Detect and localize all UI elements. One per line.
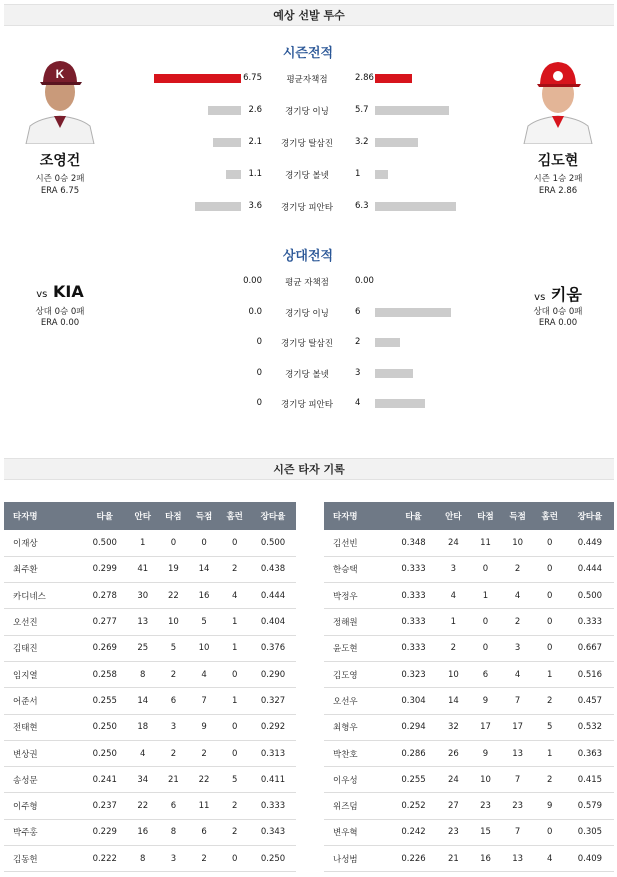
table-cell: 0 xyxy=(534,556,566,582)
table-cell: 15 xyxy=(469,819,501,845)
table-cell: 3 xyxy=(502,635,534,661)
season_rows-right-value: 1 xyxy=(355,169,361,179)
left-pitcher-record: 시즌 0승 2패 xyxy=(35,174,85,184)
table-cell: 0 xyxy=(158,530,189,556)
table-cell: 이재상 xyxy=(4,530,82,556)
table-cell: 4 xyxy=(189,661,220,687)
vs_rows-right-value: 0.00 xyxy=(355,276,374,286)
table-cell: 4 xyxy=(127,740,158,766)
table-cell: 0.411 xyxy=(250,767,296,793)
table-cell: 0.229 xyxy=(82,819,127,845)
table-cell: 0.444 xyxy=(566,556,614,582)
table-cell: 2 xyxy=(158,661,189,687)
table-cell: 21 xyxy=(158,767,189,793)
vs_rows-right-value: 4 xyxy=(355,398,361,408)
table-cell: 오선우 xyxy=(324,688,390,714)
season_rows-left-value: 2.1 xyxy=(248,137,262,147)
table-cell: 0.313 xyxy=(250,740,296,766)
table-row xyxy=(324,530,614,556)
table-cell: 오선진 xyxy=(4,609,82,635)
right-pitcher-record: 시즌 1승 2패 xyxy=(533,174,583,184)
season-title: 시즌전적 xyxy=(282,46,334,61)
table-cell: 17 xyxy=(502,714,534,740)
table-cell: 6 xyxy=(189,819,220,845)
table-cell: 0.500 xyxy=(250,530,296,556)
table-cell: 0 xyxy=(219,661,250,687)
table-cell: 1 xyxy=(219,635,250,661)
table-cell: 0 xyxy=(469,635,501,661)
table-row xyxy=(4,846,296,872)
table-cell: 16 xyxy=(189,583,220,609)
table-cell: 8 xyxy=(158,819,189,845)
table-row xyxy=(324,609,614,635)
vs_rows-right-bar xyxy=(375,308,451,317)
table-cell: 0.250 xyxy=(250,846,296,872)
table-cell: 26 xyxy=(437,740,469,766)
season_rows-label: 경기당 탈삼진 xyxy=(281,139,333,149)
table-cell: 0.333 xyxy=(566,609,614,635)
season_rows-right-bar xyxy=(375,138,418,147)
table-cell: 11 xyxy=(469,530,501,556)
table-row xyxy=(324,819,614,845)
season_rows-left-value: 6.75 xyxy=(243,73,262,83)
table-cell: 0.449 xyxy=(566,530,614,556)
table-cell: 0 xyxy=(469,609,501,635)
table-cell: 9 xyxy=(469,688,501,714)
table-cell: 17 xyxy=(469,714,501,740)
table-cell: 11 xyxy=(189,793,220,819)
table-cell: 5 xyxy=(158,635,189,661)
vs_rows-left-value: 0 xyxy=(256,398,262,408)
table-cell: 2 xyxy=(189,740,220,766)
column-header: 타자명 xyxy=(4,502,82,530)
column-header: 타율 xyxy=(82,502,127,530)
table-cell: 0.457 xyxy=(566,688,614,714)
table-cell: 1 xyxy=(219,688,250,714)
table-cell: 0.292 xyxy=(250,714,296,740)
table-cell: 2 xyxy=(158,740,189,766)
table-row xyxy=(324,767,614,793)
table-cell: 6 xyxy=(469,661,501,687)
table-cell: 19 xyxy=(158,556,189,582)
left-vs-era: ERA 0.00 xyxy=(40,318,80,328)
table-cell: 6 xyxy=(158,793,189,819)
table-row xyxy=(4,740,296,766)
table-cell: 0.237 xyxy=(82,793,127,819)
table-cell: 0.278 xyxy=(82,583,127,609)
table-cell: 이주형 xyxy=(4,793,82,819)
season_rows-right-bar xyxy=(375,170,388,179)
table-cell: 최형우 xyxy=(324,714,390,740)
table-cell: 0.250 xyxy=(82,714,127,740)
table-cell: 0.250 xyxy=(82,740,127,766)
table-cell: 2 xyxy=(219,556,250,582)
table-cell: 5 xyxy=(189,609,220,635)
table-row xyxy=(4,714,296,740)
table-row xyxy=(324,846,614,872)
table-cell: 0.258 xyxy=(82,661,127,687)
table-cell: 0.500 xyxy=(566,583,614,609)
table-cell: 7 xyxy=(502,819,534,845)
table-cell: 위즈덤 xyxy=(324,793,390,819)
right-batting-table xyxy=(324,502,614,872)
table-cell: 2 xyxy=(189,846,220,872)
table-cell: 9 xyxy=(469,740,501,766)
table-cell: 3 xyxy=(158,846,189,872)
table-row xyxy=(4,688,296,714)
column-header: 득점 xyxy=(502,502,534,530)
season_rows-label: 평균자책점 xyxy=(286,75,328,85)
vs_rows-left-value: 0.0 xyxy=(248,306,262,317)
table-header-row xyxy=(324,502,614,530)
season_rows-right-bar xyxy=(375,74,412,83)
table-cell: 0.304 xyxy=(390,688,438,714)
table-cell: 2 xyxy=(219,793,250,819)
table-cell: 0 xyxy=(219,530,250,556)
table-cell: 14 xyxy=(127,688,158,714)
table-cell: 0.438 xyxy=(250,556,296,582)
table-cell: 23 xyxy=(437,819,469,845)
table-cell: 5 xyxy=(219,767,250,793)
left-pitcher-photo xyxy=(20,44,100,144)
table-cell: 14 xyxy=(189,556,220,582)
table-cell: 8 xyxy=(127,846,158,872)
season_rows-label: 경기당 피안타 xyxy=(281,203,333,213)
table-cell: 0.269 xyxy=(82,635,127,661)
table-cell: 0.333 xyxy=(390,583,438,609)
table-cell: 10 xyxy=(189,635,220,661)
table-cell: 22 xyxy=(158,583,189,609)
season_rows-left-bar xyxy=(208,106,241,115)
table-cell: 2 xyxy=(534,767,566,793)
table-cell: 한승택 xyxy=(324,556,390,582)
table-cell: 32 xyxy=(437,714,469,740)
table-cell: 10 xyxy=(469,767,501,793)
table-cell: 9 xyxy=(189,714,220,740)
vs-title: 상대전적 xyxy=(282,249,334,264)
table-row xyxy=(324,583,614,609)
table-row xyxy=(4,609,296,635)
table-cell: 1 xyxy=(534,740,566,766)
table-cell: 박찬호 xyxy=(324,740,390,766)
table-cell: 7 xyxy=(189,688,220,714)
table-cell: 0.333 xyxy=(250,793,296,819)
table-cell: 0.333 xyxy=(390,609,438,635)
table-cell: 김선빈 xyxy=(324,530,390,556)
table-cell: 3 xyxy=(158,714,189,740)
table-cell: 김도영 xyxy=(324,661,390,687)
table-cell: 4 xyxy=(534,846,566,872)
column-header: 안타 xyxy=(127,502,158,530)
table-cell: 22 xyxy=(189,767,220,793)
table-row xyxy=(4,661,296,687)
table-cell: 0.516 xyxy=(566,661,614,687)
table-cell: 0.286 xyxy=(390,740,438,766)
table-cell: 1 xyxy=(127,530,158,556)
left-vs-team xyxy=(5,282,115,301)
table-cell: 0.444 xyxy=(250,583,296,609)
table-cell: 0.404 xyxy=(250,609,296,635)
table-row xyxy=(324,740,614,766)
column-header: 타점 xyxy=(469,502,501,530)
column-header: 안타 xyxy=(437,502,469,530)
left-pitcher-name: 조영건 xyxy=(39,153,81,169)
table-cell: 10 xyxy=(158,609,189,635)
table-row xyxy=(324,688,614,714)
table-cell: 14 xyxy=(437,688,469,714)
table-cell: 41 xyxy=(127,556,158,582)
table-row xyxy=(324,793,614,819)
table-cell: 4 xyxy=(437,583,469,609)
vs_rows-label: 경기당 피안타 xyxy=(281,400,333,410)
right-vs-record: 상대 0승 0패 xyxy=(533,307,583,317)
table-cell: 18 xyxy=(127,714,158,740)
table-cell: 7 xyxy=(502,767,534,793)
table-cell: 24 xyxy=(437,530,469,556)
vs_rows-left-value: 0 xyxy=(256,367,262,378)
table-cell: 21 xyxy=(437,846,469,872)
table-cell: 27 xyxy=(437,793,469,819)
table-cell: 0 xyxy=(219,740,250,766)
table-cell: 임지열 xyxy=(4,661,82,687)
left-pitcher-era: ERA 6.75 xyxy=(40,186,80,196)
table-row xyxy=(324,661,614,687)
table-row xyxy=(4,530,296,556)
table-cell: 0.323 xyxy=(390,661,438,687)
table-cell: 0.667 xyxy=(566,635,614,661)
table-cell: 0.305 xyxy=(566,819,614,845)
table-cell: 0.500 xyxy=(82,530,127,556)
table-row xyxy=(4,767,296,793)
season_rows-right-value: 6.3 xyxy=(355,201,369,211)
column-header: 타율 xyxy=(390,502,438,530)
table-cell: 25 xyxy=(127,635,158,661)
column-header: 타점 xyxy=(158,502,189,530)
table-cell: 어준서 xyxy=(4,688,82,714)
table-cell: 10 xyxy=(437,661,469,687)
table-cell: 0.579 xyxy=(566,793,614,819)
table-cell: 최주환 xyxy=(4,556,82,582)
vs_rows-right-bar xyxy=(375,399,425,408)
season_rows-left-bar xyxy=(195,202,241,211)
season_rows-left-value: 2.6 xyxy=(248,105,262,115)
table-cell: 0 xyxy=(534,635,566,661)
table-cell: 0.222 xyxy=(82,846,127,872)
table-cell: 0 xyxy=(189,530,220,556)
column-header: 홈런 xyxy=(219,502,250,530)
table-cell: 0.255 xyxy=(390,767,438,793)
season_rows-left-value: 1.1 xyxy=(248,169,262,179)
table-cell: 0.333 xyxy=(390,635,438,661)
season_rows-label: 경기당 볼넷 xyxy=(285,171,329,181)
batting-title: 시즌 타자 기록 xyxy=(4,458,614,480)
table-cell: 변우혁 xyxy=(324,819,390,845)
vs_rows-label: 평균 자책점 xyxy=(285,278,329,288)
table-cell: 9 xyxy=(534,793,566,819)
table-cell: 13 xyxy=(127,609,158,635)
right-vs-era: ERA 0.00 xyxy=(538,318,578,328)
table-cell: 0.299 xyxy=(82,556,127,582)
table-cell: 0.290 xyxy=(250,661,296,687)
table-cell: 0.363 xyxy=(566,740,614,766)
vs_rows-left-value: 0.00 xyxy=(243,276,262,286)
table-cell: 13 xyxy=(502,740,534,766)
table-cell: 22 xyxy=(127,793,158,819)
table-cell: 10 xyxy=(502,530,534,556)
table-cell: 2 xyxy=(219,819,250,845)
table-cell: 1 xyxy=(219,609,250,635)
table-cell: 23 xyxy=(502,793,534,819)
table-cell: 카디네스 xyxy=(4,583,82,609)
table-cell: 3 xyxy=(437,556,469,582)
season_rows-left-bar xyxy=(213,138,241,147)
vs_rows-label: 경기당 탈삼진 xyxy=(281,339,333,349)
table-row xyxy=(4,583,296,609)
table-row xyxy=(324,714,614,740)
column-header: 타자명 xyxy=(324,502,390,530)
table-cell: 8 xyxy=(127,661,158,687)
column-header: 득점 xyxy=(189,502,220,530)
table-cell: 송성문 xyxy=(4,767,82,793)
table-cell: 1 xyxy=(437,609,469,635)
table-cell: 1 xyxy=(534,661,566,687)
table-cell: 2 xyxy=(502,556,534,582)
table-cell: 7 xyxy=(502,688,534,714)
right-pitcher-name: 김도현 xyxy=(537,153,579,169)
table-cell: 정해원 xyxy=(324,609,390,635)
table-cell: 0 xyxy=(534,609,566,635)
vs_rows-right-value: 2 xyxy=(355,337,361,347)
table-row xyxy=(4,635,296,661)
table-cell: 0.333 xyxy=(390,556,438,582)
table-cell: 0.255 xyxy=(82,688,127,714)
table-cell: 0.294 xyxy=(390,714,438,740)
table-cell: 4 xyxy=(502,583,534,609)
table-cell: 0.343 xyxy=(250,819,296,845)
vs_rows-label: 경기당 볼넷 xyxy=(285,369,329,380)
table-cell: 0 xyxy=(534,583,566,609)
table-cell: 박정우 xyxy=(324,583,390,609)
table-cell: 나성범 xyxy=(324,846,390,872)
column-header: 장타율 xyxy=(566,502,614,530)
vs_rows-right-value: 3 xyxy=(355,367,361,378)
season_rows-right-bar xyxy=(375,202,456,211)
table-row xyxy=(4,819,296,845)
table-cell: 변상권 xyxy=(4,740,82,766)
left-vs-prefix: vs xyxy=(36,289,48,300)
table-cell: 0.242 xyxy=(390,819,438,845)
table-cell: 전태현 xyxy=(4,714,82,740)
table-cell: 0 xyxy=(534,819,566,845)
column-header: 홈런 xyxy=(534,502,566,530)
vs_rows-right-bar xyxy=(375,338,400,347)
season_rows-right-value: 5.7 xyxy=(355,105,369,115)
table-header-row xyxy=(4,502,296,530)
vs_rows-label: 경기당 이닝 xyxy=(285,308,329,319)
vs_rows-right-bar xyxy=(375,369,413,378)
table-cell: 30 xyxy=(127,583,158,609)
table-cell: 0.327 xyxy=(250,688,296,714)
table-cell: 이우성 xyxy=(324,767,390,793)
vs_rows-right-value: 6 xyxy=(355,306,361,317)
table-cell: 5 xyxy=(534,714,566,740)
table-cell: 0 xyxy=(469,556,501,582)
table-cell: 24 xyxy=(437,767,469,793)
table-cell: 23 xyxy=(469,793,501,819)
table-cell: 16 xyxy=(127,819,158,845)
season_rows-left-bar xyxy=(154,74,241,83)
season_rows-left-bar xyxy=(226,170,241,179)
table-cell: 4 xyxy=(219,583,250,609)
table-cell: 0 xyxy=(219,846,250,872)
table-cell: 0.409 xyxy=(566,846,614,872)
table-cell: 0.532 xyxy=(566,714,614,740)
right-vs-team xyxy=(503,282,613,305)
table-cell: 0.226 xyxy=(390,846,438,872)
svg-text:K: K xyxy=(55,67,65,81)
table-cell: 0.348 xyxy=(390,530,438,556)
table-row xyxy=(4,556,296,582)
table-row xyxy=(4,793,296,819)
table-cell: 윤도현 xyxy=(324,635,390,661)
left-vs-team-name: KIA xyxy=(52,282,84,301)
table-cell: 16 xyxy=(469,846,501,872)
table-cell: 34 xyxy=(127,767,158,793)
table-cell: 0.241 xyxy=(82,767,127,793)
season_rows-right-bar xyxy=(375,106,449,115)
table-cell: 4 xyxy=(502,661,534,687)
left-batting-table xyxy=(4,502,296,872)
header-title: 예상 선발 투수 xyxy=(4,4,614,26)
right-pitcher-photo xyxy=(518,44,598,144)
column-header: 장타율 xyxy=(250,502,296,530)
table-cell: 0.277 xyxy=(82,609,127,635)
table-cell: 0.415 xyxy=(566,767,614,793)
season_rows-right-value: 2.86 xyxy=(355,73,374,83)
table-cell: 2 xyxy=(534,688,566,714)
right-vs-prefix: vs xyxy=(534,292,546,303)
table-cell: 0 xyxy=(219,714,250,740)
table-cell: 13 xyxy=(502,846,534,872)
table-cell: 박주홍 xyxy=(4,819,82,845)
table-cell: 0.252 xyxy=(390,793,438,819)
left-vs-record: 상대 0승 0패 xyxy=(35,307,85,317)
table-cell: 김태진 xyxy=(4,635,82,661)
season_rows-label: 경기당 이닝 xyxy=(285,107,329,117)
table-cell: 1 xyxy=(469,583,501,609)
season_rows-left-value: 3.6 xyxy=(248,201,262,211)
right-vs-team-name: 키움 xyxy=(550,285,582,304)
table-cell: 0 xyxy=(534,530,566,556)
right-pitcher-era: ERA 2.86 xyxy=(538,186,578,196)
table-cell: 6 xyxy=(158,688,189,714)
table-cell: 2 xyxy=(437,635,469,661)
table-cell: 0.376 xyxy=(250,635,296,661)
season_rows-right-value: 3.2 xyxy=(355,137,369,147)
table-cell: 2 xyxy=(502,609,534,635)
table-cell: 김동헌 xyxy=(4,846,82,872)
table-row xyxy=(324,556,614,582)
table-row xyxy=(324,635,614,661)
vs_rows-left-value: 0 xyxy=(256,337,262,347)
